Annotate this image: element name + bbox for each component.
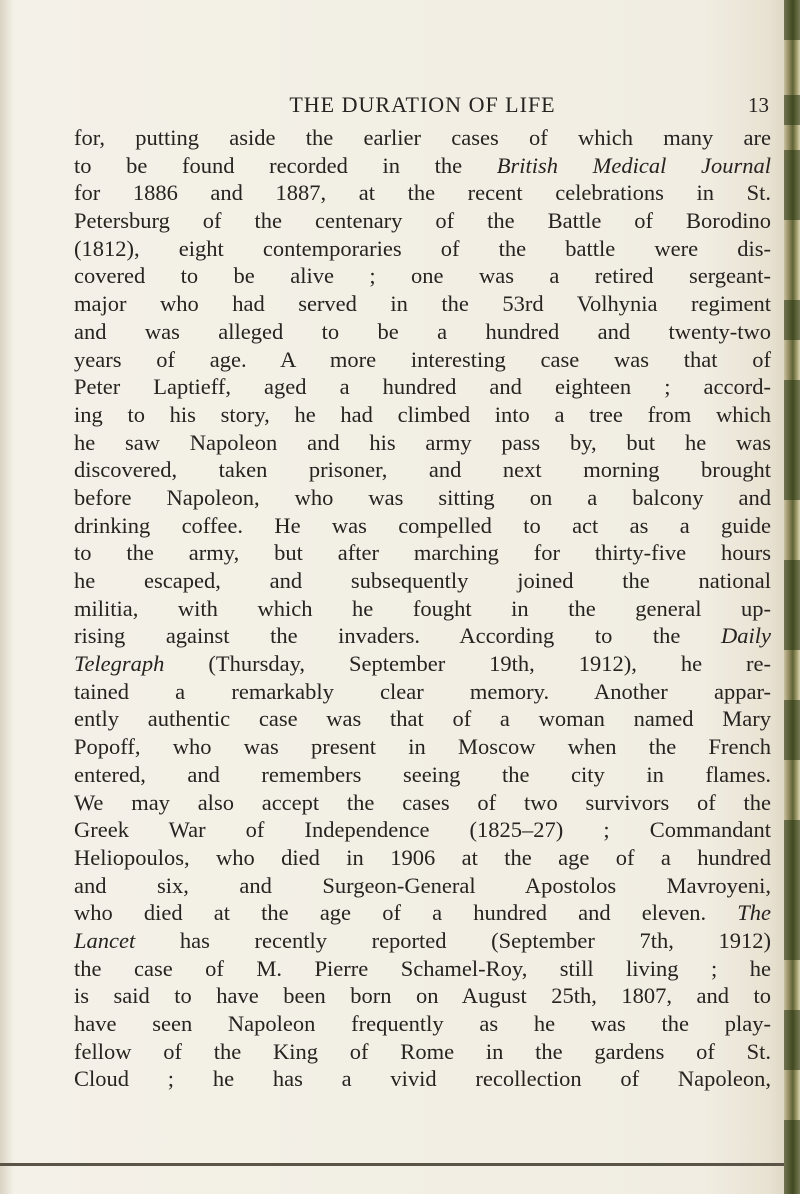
- text-run: (Thursday, September 19th, 1912), he re-: [164, 651, 771, 677]
- text-line: [74, 124, 771, 152]
- text-line: [74, 899, 771, 927]
- edge-texture: [784, 820, 800, 960]
- text-run: drinking coffee. He was compelled to act as a guide: [74, 512, 771, 538]
- text-run: to the army, but after marching for thirty-five hours: [74, 540, 771, 566]
- text-run: militia, with which he fought in the general up-: [74, 595, 771, 621]
- edge-texture: [784, 150, 800, 220]
- text-run: ing to his story, he had climbed into a tree from which: [74, 401, 771, 427]
- text-line: [74, 235, 771, 263]
- text-line: [74, 152, 771, 180]
- text-line: [74, 429, 771, 457]
- text-run: ently authentic case was that of a woman named Mary: [74, 706, 771, 732]
- text-line: [74, 373, 771, 401]
- edge-texture: [784, 560, 800, 650]
- text-run: fellow of the King of Rome in the gardens of St.: [74, 1038, 771, 1064]
- text-line: [74, 512, 771, 540]
- text-run: and was alleged to be a hundred and twenty-two: [74, 318, 771, 344]
- text-line: [74, 539, 771, 567]
- text-line: [74, 595, 771, 623]
- running-title: THE DURATION OF LIFE: [289, 92, 556, 117]
- text-run: Cloud ; he has a vivid recollection of Napoleon,: [74, 1066, 771, 1092]
- page-gutter-shadow: [0, 0, 14, 1194]
- text-line: [74, 456, 771, 484]
- text-line: [74, 262, 771, 290]
- text-run: Greek War of Independence (1825–27) ; Commandant: [74, 817, 771, 843]
- italic-title: Daily: [721, 623, 771, 649]
- text-run: discovered, taken prisoner, and next morning brought: [74, 457, 771, 483]
- text-line: [74, 290, 771, 318]
- page-bottom-edge: [0, 1163, 785, 1166]
- text-run: Petersburg of the centenary of the Battle of Borodino: [74, 208, 771, 234]
- text-line: [74, 678, 771, 706]
- edge-texture: [784, 1010, 800, 1070]
- text-run: the case of M. Pierre Schamel-Roy, still living ; he: [74, 955, 771, 981]
- text-run: We may also accept the cases of two survivors of the: [74, 789, 771, 815]
- text-run: years of age. A more interesting case was that of: [74, 346, 771, 372]
- italic-title: British Medical Journal: [496, 152, 771, 178]
- italic-title: Lancet: [74, 927, 136, 953]
- italic-title: The: [737, 900, 771, 926]
- text-run: Popoff, who was present in Moscow when the French: [74, 734, 771, 760]
- body-text: [74, 124, 771, 1093]
- book-edge: [784, 0, 800, 1194]
- text-line: [74, 484, 771, 512]
- edge-texture: [784, 300, 800, 340]
- text-run: Peter Laptieff, aged a hundred and eighteen ; accord-: [74, 374, 771, 400]
- text-line: [74, 567, 771, 595]
- edge-texture: [784, 700, 800, 760]
- text-line: [74, 955, 771, 983]
- text-line: [74, 179, 771, 207]
- edge-texture: [784, 95, 800, 125]
- text-run: entered, and remembers seeing the city in flames.: [74, 761, 771, 787]
- text-run: Heliopoulos, who died in 1906 at the age of a hundred: [74, 844, 771, 870]
- italic-title: Telegraph: [74, 651, 165, 677]
- text-run: to be found recorded in the: [74, 152, 497, 178]
- text-run: and six, and Surgeon-General Apostolos Mavroyeni,: [74, 872, 771, 898]
- text-run: for, putting aside the earlier cases of which many are: [74, 125, 771, 150]
- text-line: [74, 816, 771, 844]
- text-line: [74, 622, 771, 650]
- edge-texture: [784, 0, 800, 40]
- edge-texture: [784, 380, 800, 500]
- text-line: [74, 733, 771, 761]
- text-line: [74, 844, 771, 872]
- text-line: [74, 650, 771, 678]
- text-run: rising against the invaders. According to the: [74, 623, 721, 649]
- text-run: tained a remarkably clear memory. Another appar-: [74, 678, 771, 704]
- text-run: covered to be alive ; one was a retired sergeant-: [74, 263, 771, 289]
- text-line: [74, 401, 771, 429]
- text-line: [74, 207, 771, 235]
- text-run: major who had served in the 53rd Volhynia regiment: [74, 291, 771, 317]
- text-line: [74, 1065, 771, 1093]
- text-run: who died at the age of a hundred and eleven.: [74, 900, 738, 926]
- text-line: [74, 789, 771, 817]
- text-line: [74, 927, 771, 955]
- text-line: [74, 346, 771, 374]
- text-run: (1812), eight contemporaries of the battle were dis-: [74, 235, 771, 261]
- text-run: is said to have been born on August 25th, 1807, and to: [74, 983, 771, 1009]
- text-line: [74, 872, 771, 900]
- edge-texture: [784, 1120, 800, 1194]
- text-run: for 1886 and 1887, at the recent celebrations in St.: [74, 180, 771, 206]
- page-header: [74, 90, 771, 120]
- text-run: has recently reported (September 7th, 1912): [135, 927, 771, 953]
- text-run: he escaped, and subsequently joined the national: [74, 568, 771, 593]
- text-run: before Napoleon, who was sitting on a balcony and: [74, 484, 771, 510]
- text-line: [74, 982, 771, 1010]
- text-run: have seen Napoleon frequently as he was the play-: [74, 1011, 771, 1036]
- text-line: [74, 1038, 771, 1066]
- text-line: [74, 761, 771, 789]
- text-line: [74, 705, 771, 733]
- page-number: 13: [748, 93, 769, 117]
- text-run: he saw Napoleon and his army pass by, but he was: [74, 429, 771, 455]
- text-line: [74, 1010, 771, 1038]
- text-line: [74, 318, 771, 346]
